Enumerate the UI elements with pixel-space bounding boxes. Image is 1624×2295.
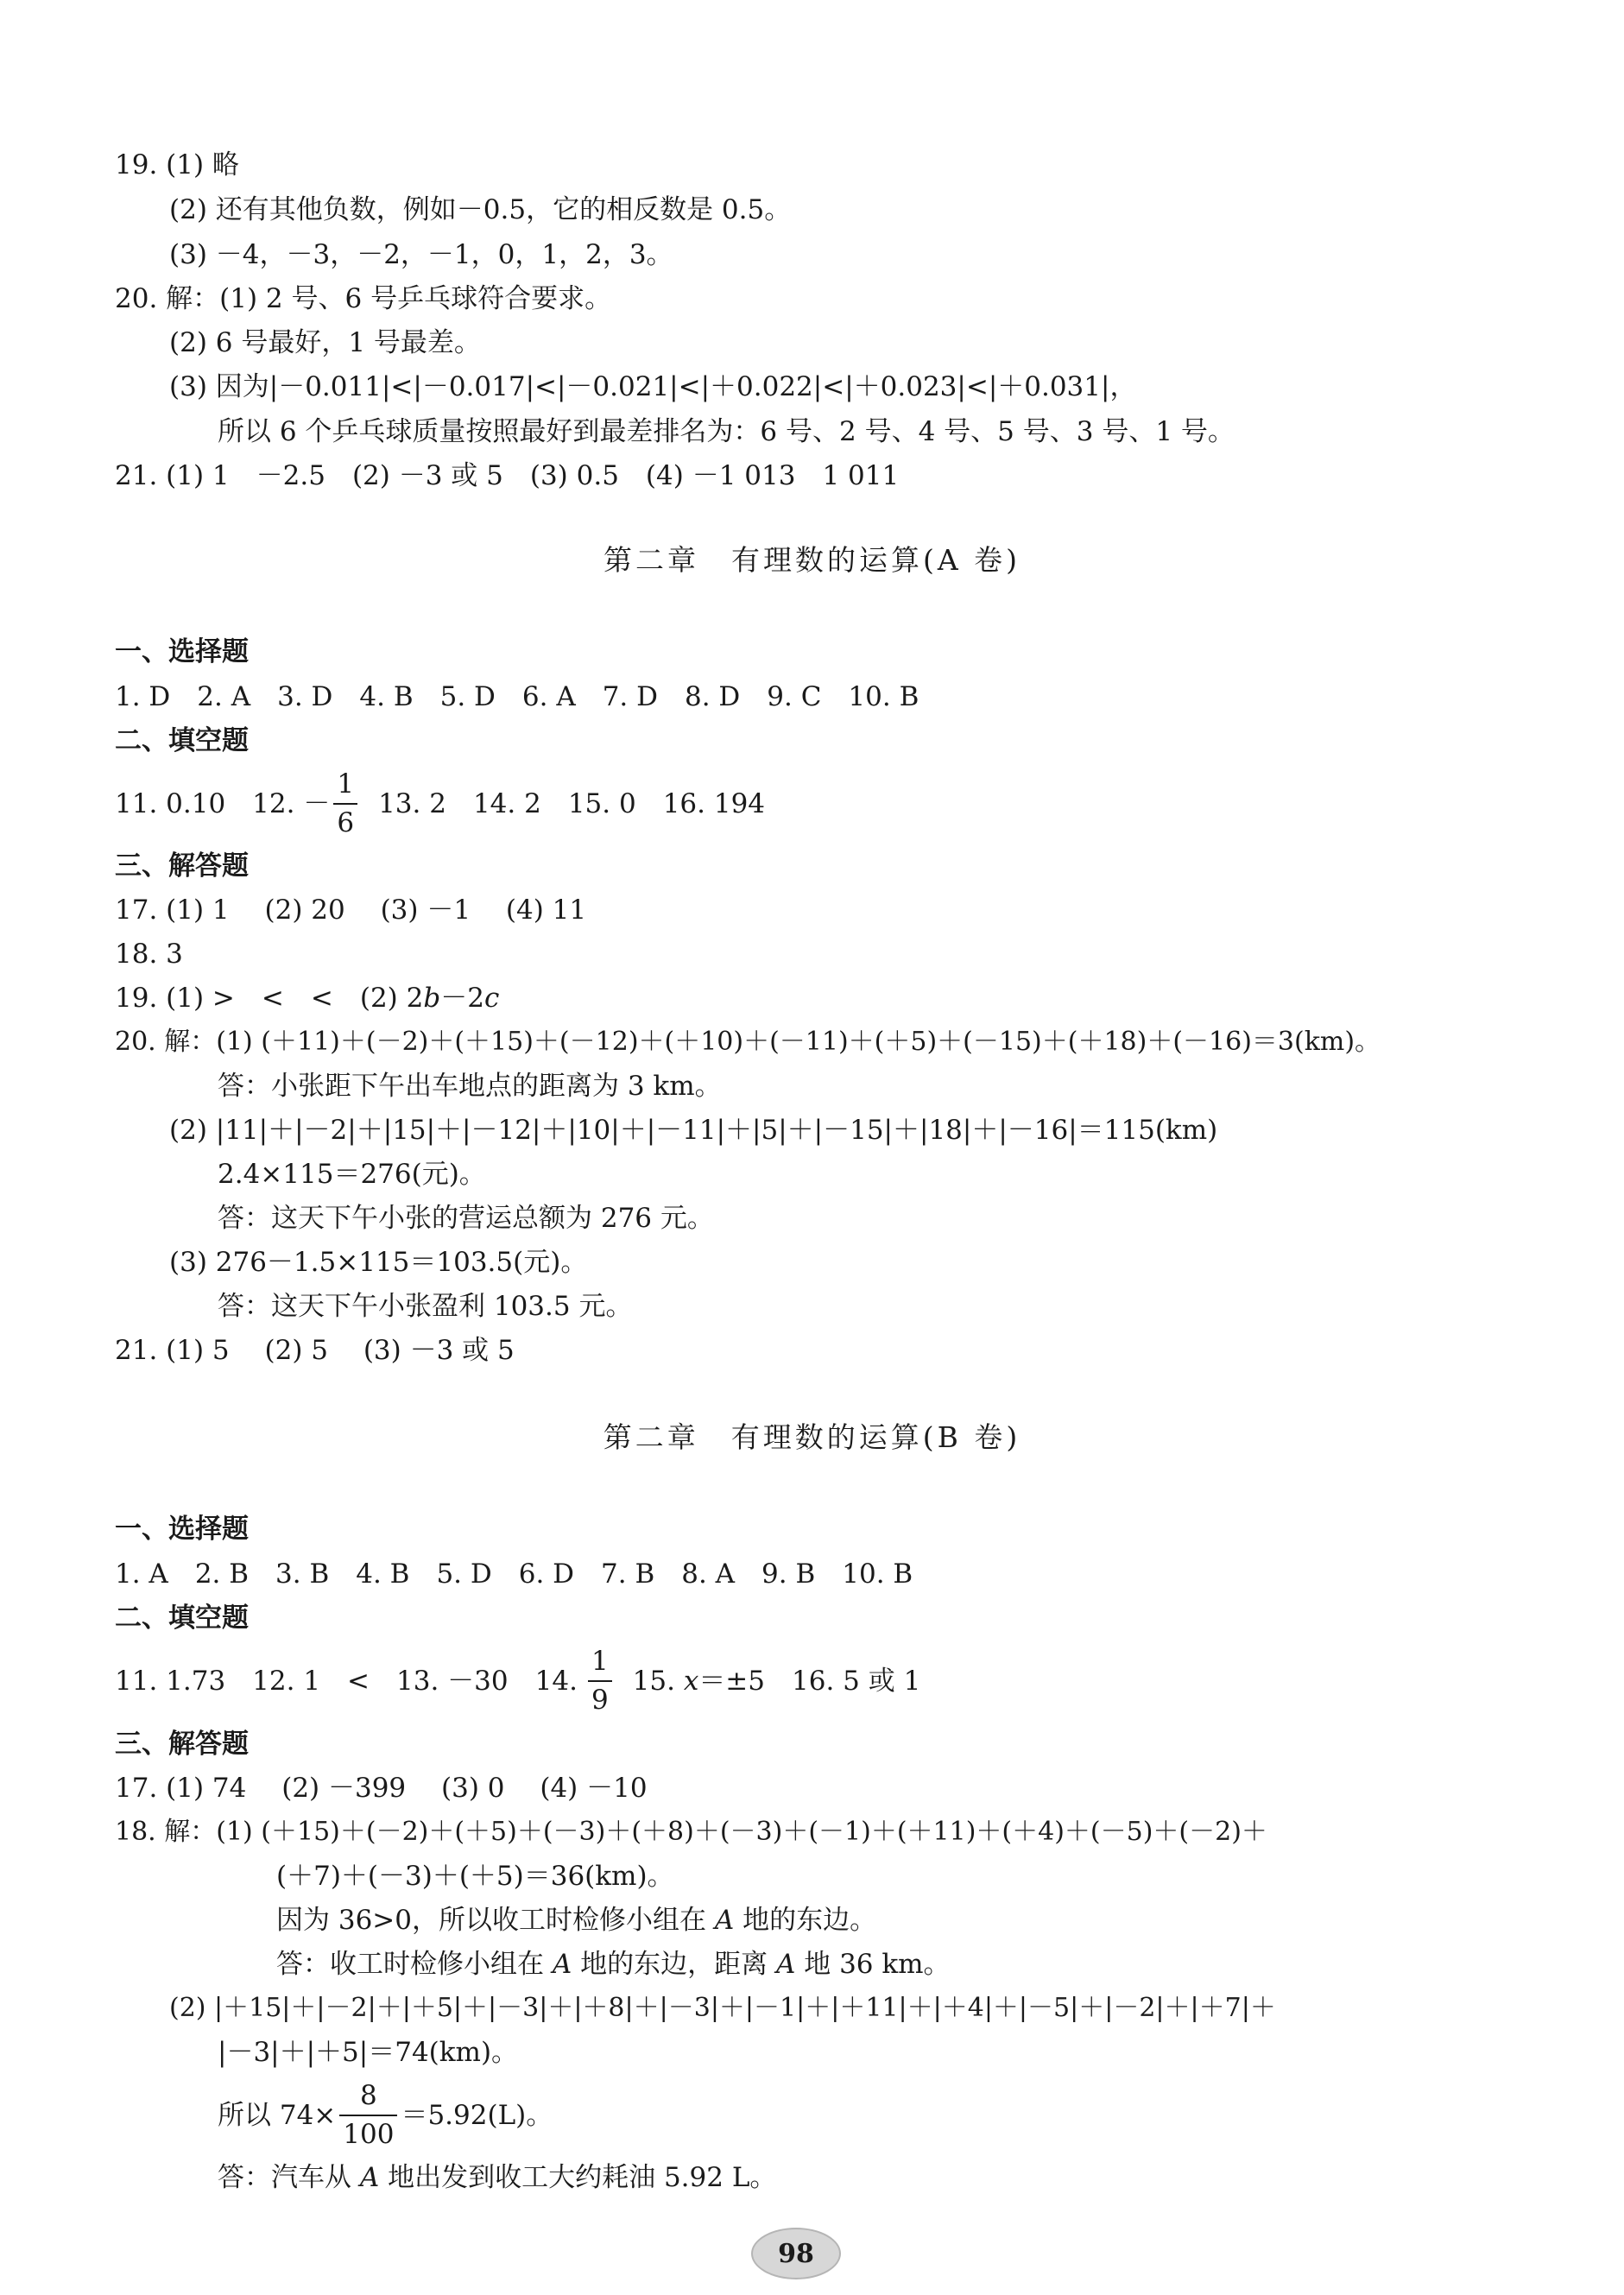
fill-answers-b [115, 1648, 920, 1714]
answer-b-17: 17. (1) 74 (2) －399 (3) 0 (4) －10 [115, 1773, 648, 1804]
var-b: b [423, 983, 441, 1014]
fraction-eight-hundredths [339, 2080, 397, 2150]
answer-a-18: 18. 3 [115, 939, 183, 970]
fraction-numerator: 1 [591, 1646, 609, 1677]
answer-a-19-mid: －2 [440, 983, 484, 1014]
answer-a-20-3-conclusion: 答：这天下午小张盈利 103.5 元。 [218, 1291, 633, 1322]
conclusion-mid: 地的东边，距离 [572, 1949, 776, 1980]
answer-a-19 [115, 985, 499, 1012]
answer-20-3: (3) 因为|－0.011|<|－0.017|<|－0.021|<|＋0.022|<|＋0.023|<|＋0.031|， [169, 371, 1137, 402]
section-solve-a: 三、解答题 [115, 850, 249, 882]
fraction-numerator: 1 [337, 768, 355, 800]
answer-a-17: 17. (1) 1 (2) 20 (3) －1 (4) 11 [115, 895, 587, 926]
var-a: A [359, 2162, 380, 2193]
choice-answers-b: 1. A 2. B 3. B 4. B 5. D 6. D 7. B 8. A 9. B 10. B [115, 1558, 913, 1590]
answer-a-20-3: (3) 276－1.5×115＝103.5(元)。 [169, 1247, 588, 1278]
answer-19-3: (3) －4，－3，－2，－1，0，1，2，3。 [169, 239, 673, 270]
answer-a-20-2-calc: 2.4×115＝276(元)。 [218, 1159, 486, 1190]
answer-b-18-1: 18. 解：(1) (＋15)＋(－2)＋(＋5)＋(－3)＋(＋8)＋(－3)＋(－1)＋(＋11)＋(＋4)＋(－5)＋(－2)＋ [115, 1817, 1267, 1847]
answer-b-18-2-conclusion [218, 2162, 777, 2193]
answer-b-18-1-reason [276, 1907, 876, 1934]
fill-b-text-mid: 15. [632, 1665, 684, 1697]
section-choice-b: 一、选择题 [115, 1514, 249, 1545]
answer-a-20-1-conclusion: 答：小张距下午出车地点的距离为 3 km。 [218, 1071, 722, 1102]
answer-19-2: (2) 还有其他负数，例如－0.5，它的相反数是 0.5。 [169, 194, 792, 225]
reason-post: 地的东边。 [734, 1905, 877, 1936]
chapter-a-title: 第二章 有理数的运算(A 卷) [603, 543, 1021, 577]
fraction-one-ninth [588, 1648, 612, 1714]
answer-20-2: (2) 6 号最好，1 号最差。 [169, 327, 481, 358]
var-c: c [483, 983, 500, 1014]
conclusion-pre: 答：收工时检修小组在 [276, 1949, 553, 1980]
fraction-one-sixth [333, 768, 357, 838]
fill-answers-a [115, 768, 766, 838]
fraction-denominator: 6 [333, 803, 357, 837]
fraction-denominator: 9 [588, 1680, 612, 1714]
conclusion-post: 地 36 km。 [795, 1949, 951, 1980]
answer-b-18-1-conclusion [276, 1951, 951, 1978]
choice-answers-a: 1. D 2. A 3. D 4. B 5. D 6. A 7. D 8. D 9. C 10. B [115, 681, 919, 712]
section-choice-a: 一、选择题 [115, 636, 249, 667]
answer-21: 21. (1) 1 －2.5 (2) －3 或 5 (3) 0.5 (4) －1 013 1 011 [115, 460, 900, 491]
var-a: A [775, 1949, 796, 1980]
fill-b-text-post: ＝±5 16. 5 或 1 [698, 1665, 921, 1697]
answer-a-20-2: (2) |11|＋|－2|＋|15|＋|－12|＋|10|＋|－11|＋|5|＋|－15|＋|18|＋|－16|＝115(km) [169, 1115, 1218, 1146]
final-post: 地出发到收工大约耗油 5.92 L。 [379, 2162, 777, 2193]
fraction-denominator: 100 [339, 2115, 397, 2148]
var-x: x [683, 1665, 699, 1697]
answer-a-19-pre: 19. (1) > < < (2) 2 [115, 983, 424, 1014]
calc-post: ＝5.92(L)。 [401, 2099, 553, 2131]
answer-a-20-2-conclusion: 答：这天下午小张的营运总额为 276 元。 [218, 1203, 714, 1234]
calc-pre: 所以 74× [218, 2099, 337, 2131]
fill-a-text-pre: 11. 0.10 12. － [115, 787, 331, 819]
page-number: 98 [751, 2228, 841, 2279]
var-a: A [552, 1949, 572, 1980]
answer-b-18-2: (2) |＋15|＋|－2|＋|＋5|＋|－3|＋|＋8|＋|－3|＋|－1|＋|＋11|＋|＋4|＋|－5|＋|－2|＋|＋7|＋ [169, 1993, 1276, 2023]
section-fill-b: 二、填空题 [115, 1603, 249, 1634]
fill-a-text-post: 13. 2 14. 2 15. 0 16. 194 [378, 787, 766, 819]
final-pre: 答：汽车从 [218, 2162, 360, 2193]
answer-20-3-cont: 所以 6 个乒乓球质量按照最好到最差排名为：6 号、2 号、4 号、5 号、3 号、1 号。 [218, 416, 1235, 447]
answer-b-18-2-calc [218, 2080, 553, 2150]
var-a: A [714, 1905, 735, 1936]
answer-a-21: 21. (1) 5 (2) 5 (3) －3 或 5 [115, 1335, 515, 1366]
answer-19-1: 19. (1) 略 [115, 149, 239, 180]
answer-20-1: 20. 解：(1) 2 号、6 号乒乓球符合要求。 [115, 283, 612, 314]
answer-b-18-2-cont: |－3|＋|＋5|＝74(km)。 [218, 2037, 519, 2068]
reason-pre: 因为 36>0，所以收工时检修小组在 [276, 1905, 715, 1936]
answer-a-20-1: 20. 解：(1) (＋11)＋(－2)＋(＋15)＋(－12)＋(＋10)＋(－11)＋(＋5)＋(－15)＋(＋18)＋(－16)＝3(km)。 [115, 1027, 1381, 1057]
fill-b-text-pre: 11. 1.73 12. 1 < 13. －30 14. [115, 1665, 578, 1697]
chapter-b-title: 第二章 有理数的运算(B 卷) [603, 1420, 1021, 1454]
answer-b-18-1-cont: (＋7)＋(－3)＋(＋5)＝36(km)。 [276, 1861, 674, 1892]
fraction-numerator: 8 [360, 2080, 377, 2111]
section-fill-a: 二、填空题 [115, 725, 249, 756]
section-solve-b: 三、解答题 [115, 1729, 249, 1760]
